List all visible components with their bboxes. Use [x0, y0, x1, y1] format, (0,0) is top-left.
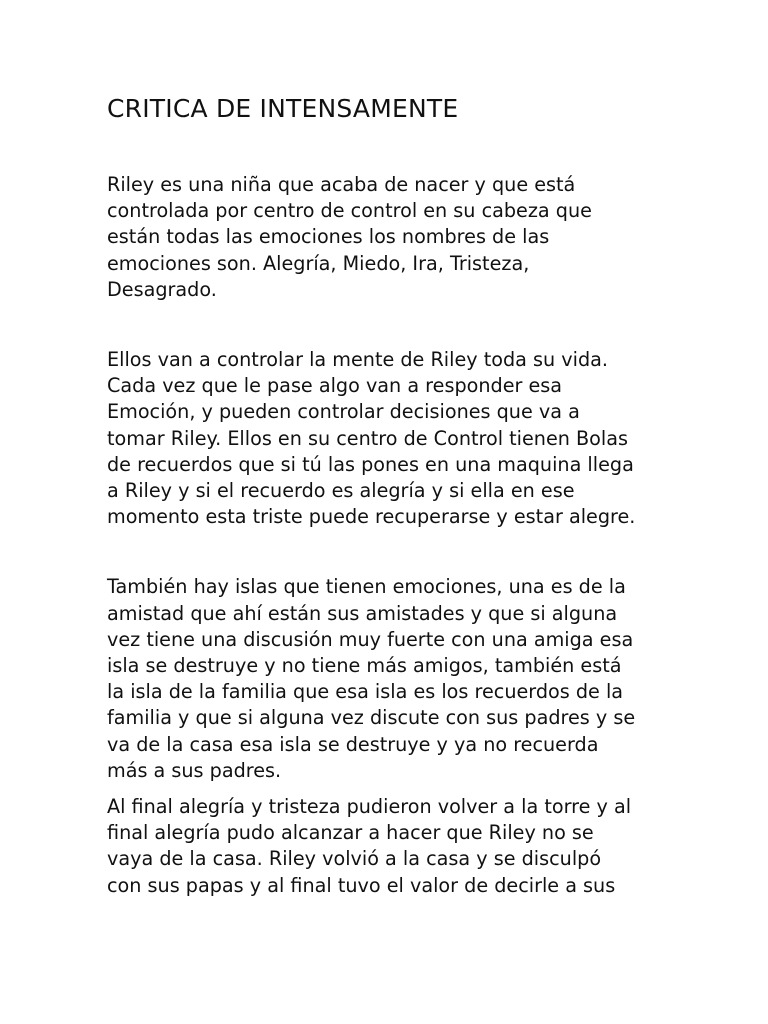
paragraph-line: controlada por centro de control en su cabeza que [107, 199, 592, 223]
paragraph-line: isla se destruye y no tiene más amigos, también está [107, 654, 622, 678]
paragraph-2 [107, 347, 667, 530]
paragraph-1 [107, 172, 667, 303]
paragraph-line: la isla de la familia que esa isla es los recuerdos de la [107, 680, 624, 704]
paragraph-line: tomar Riley. Ellos en su centro de Control tienen Bolas [107, 426, 629, 450]
paragraph-line: están todas las emociones los nombres de las [107, 225, 550, 249]
paragraph-line: Desagrado. [107, 277, 217, 301]
paragraph-line: a Riley y si el recuerdo es alegría y si ella en ese [107, 479, 575, 503]
paragraph-line: Al final alegría y tristeza pudieron volver a la torre y al [107, 795, 632, 819]
paragraph-line: emociones son. Alegría, Miedo, Ira, Tristeza, [107, 251, 530, 275]
paragraph-line: Cada vez que le pase algo van a responder esa [107, 374, 563, 398]
paragraph-line: amistad que ahí están sus amistades y que si alguna [107, 601, 618, 625]
paragraph-line: con sus papas y al final tuvo el valor de decirle a sus [107, 873, 616, 897]
paragraph-line: más a sus padres. [107, 758, 282, 782]
paragraph-line: final alegría pudo alcanzar a hacer que Riley no se [107, 821, 594, 845]
paragraph-line: Riley es una niña que acaba de nacer y que está [107, 173, 576, 196]
paragraph-line: vez tiene una discusión muy fuerte con una amiga esa [107, 627, 634, 651]
paragraph-3 [107, 574, 667, 784]
paragraph-line: familia y que si alguna vez discute con sus padres y se [107, 706, 636, 730]
paragraph-line: También hay islas que tienen emociones, una es de la [107, 575, 626, 599]
paragraph-line: Emoción, y pueden controlar decisiones que va a [107, 400, 580, 424]
document-title: CRITICA DE INTENSAMENTE [107, 94, 459, 123]
paragraph-line: momento esta triste puede recuperarse y estar alegre. [107, 505, 636, 529]
paragraph-line: de recuerdos que si tú las pones en una maquina llega [107, 452, 634, 476]
paragraph-line: Ellos van a controlar la mente de Riley toda su vida. [107, 348, 608, 372]
document-page [107, 92, 667, 899]
paragraph-4 [107, 794, 667, 899]
paragraph-line: va de la casa esa isla se destruye y ya no recuerda [107, 732, 599, 756]
paragraph-line: vaya de la casa. Riley volvió a la casa y se disculpó [107, 847, 602, 871]
